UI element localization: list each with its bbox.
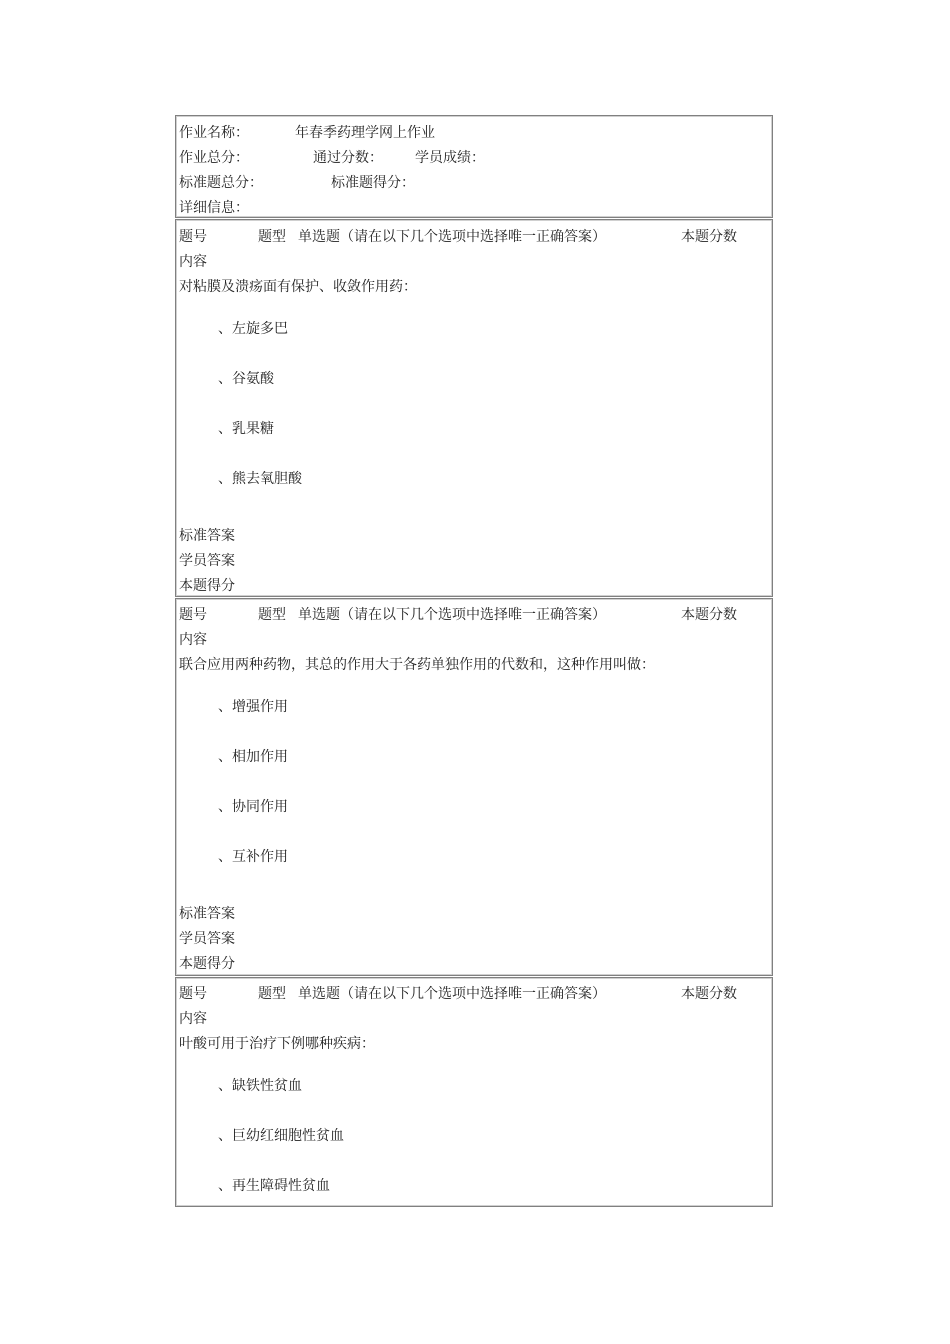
question-got-score-label: 本题得分 <box>179 956 235 972</box>
option-c[interactable]: 、协同作用 <box>218 799 288 815</box>
student-answer-label: 学员答案 <box>179 553 235 569</box>
question-type-label: 题型 <box>258 986 286 1002</box>
question-block-3 <box>175 977 773 1207</box>
assignment-name-label: 作业名称： <box>179 125 249 141</box>
student-score-label: 学员成绩： <box>415 150 485 166</box>
option-a[interactable]: 、增强作用 <box>218 699 288 715</box>
option-a[interactable]: 、缺铁性贫血 <box>218 1078 302 1094</box>
option-b[interactable]: 、相加作用 <box>218 749 288 765</box>
option-c[interactable]: 、乳果糖 <box>218 421 274 437</box>
option-c[interactable]: 、再生障碍性贫血 <box>218 1178 330 1194</box>
question-text: 联合应用两种药物，其总的作用大于各药单独作用的代数和，这种作用叫做： <box>179 657 655 673</box>
question-got-score-label: 本题得分 <box>179 578 235 594</box>
question-text: 叶酸可用于治疗下例哪种疾病： <box>179 1036 375 1052</box>
question-content-label: 内容 <box>179 254 207 270</box>
question-content-label: 内容 <box>179 632 207 648</box>
question-score-label: 本题分数 <box>681 607 737 623</box>
question-number-label: 题号 <box>179 607 207 623</box>
assignment-name-value: 年春季药理学网上作业 <box>295 125 435 141</box>
detail-info-label: 详细信息： <box>179 200 249 216</box>
question-block-2 <box>175 598 773 976</box>
option-b[interactable]: 、谷氨酸 <box>218 371 274 387</box>
option-b[interactable]: 、巨幼红细胞性贫血 <box>218 1128 344 1144</box>
question-text: 对粘膜及溃疡面有保护、收敛作用药： <box>179 279 417 295</box>
question-number-label: 题号 <box>179 986 207 1002</box>
standard-answer-label: 标准答案 <box>179 528 235 544</box>
question-type-value: 单选题（请在以下几个选项中选择唯一正确答案） <box>298 229 606 245</box>
assignment-header <box>175 115 773 218</box>
question-type-value: 单选题（请在以下几个选项中选择唯一正确答案） <box>298 986 606 1002</box>
question-block-1 <box>175 219 773 597</box>
question-type-value: 单选题（请在以下几个选项中选择唯一正确答案） <box>298 607 606 623</box>
question-type-label: 题型 <box>258 607 286 623</box>
question-score-label: 本题分数 <box>681 986 737 1002</box>
standard-answer-label: 标准答案 <box>179 906 235 922</box>
option-a[interactable]: 、左旋多巴 <box>218 321 288 337</box>
standard-total-label: 标准题总分： <box>179 175 263 191</box>
option-d[interactable]: 、互补作用 <box>218 849 288 865</box>
pass-score-label: 通过分数： <box>313 150 383 166</box>
question-type-label: 题型 <box>258 229 286 245</box>
question-number-label: 题号 <box>179 229 207 245</box>
total-score-label: 作业总分： <box>179 150 249 166</box>
option-d[interactable]: 、熊去氧胆酸 <box>218 471 302 487</box>
student-answer-label: 学员答案 <box>179 931 235 947</box>
question-score-label: 本题分数 <box>681 229 737 245</box>
standard-score-label: 标准题得分： <box>331 175 415 191</box>
question-content-label: 内容 <box>179 1011 207 1027</box>
